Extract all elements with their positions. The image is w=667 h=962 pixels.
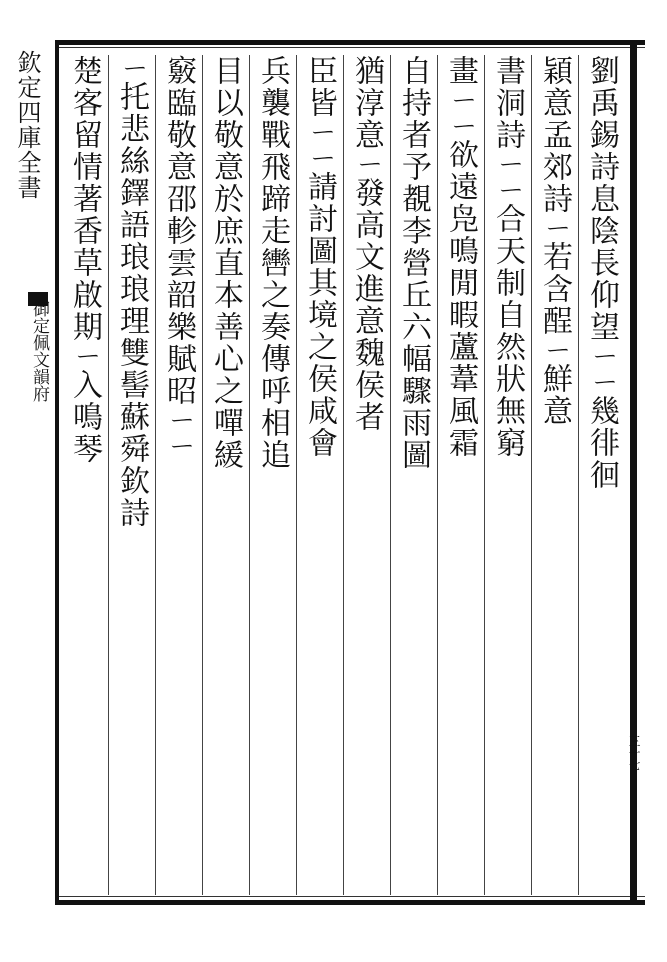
text-column: ㄧ托悲絲鐸語琅琅理雙髻蘇舜欽詩: [108, 55, 155, 895]
bottom-frame-thin-rule: [55, 896, 645, 897]
text-column: 穎意孟郊詩ㄧ若含酲ㄧ鮮意: [531, 55, 578, 895]
page-number: 三十七: [627, 735, 641, 771]
text-column: 猶淳意ㄧ發高文進意魏侯者: [343, 55, 390, 895]
text-column: 畫ㄧㄧ欲遠凫鳴閒暇蘆葦風霜: [437, 55, 484, 895]
text-column: 目以敬意於庶直本善心之嘽緩: [202, 55, 249, 895]
text-columns: [60, 55, 625, 895]
text-column: 楚客留情著香草啟期ㄧ入鳴琴: [67, 55, 102, 465]
text-column: 劉禹錫詩息陰長仰望ㄧㄧ幾徘徊: [578, 55, 625, 895]
margin-subtitle: 御定佩文韻府: [29, 300, 49, 402]
text-column: 竅臨敬意邵軫雲韶樂賦昭ㄧㄧ: [155, 55, 202, 895]
top-frame-thin-rule: [55, 47, 645, 48]
top-frame-rule: [55, 40, 645, 45]
right-frame-rule: [630, 40, 637, 905]
bottom-frame-rule: [55, 900, 645, 905]
left-frame-rule: [55, 40, 59, 905]
text-column: 兵襲戰飛蹄走轡之奏傳呼相追: [249, 55, 296, 895]
text-column: 書洞詩ㄧㄧ合天制自然狀無窮: [484, 55, 531, 895]
text-column: 自持者予覩李營丘六幅驟雨圖: [390, 55, 437, 895]
margin-title: 欽定四庫全書: [13, 50, 41, 200]
text-column: 臣皆ㄧㄧ請討圖其境之侯咸會: [296, 55, 343, 895]
